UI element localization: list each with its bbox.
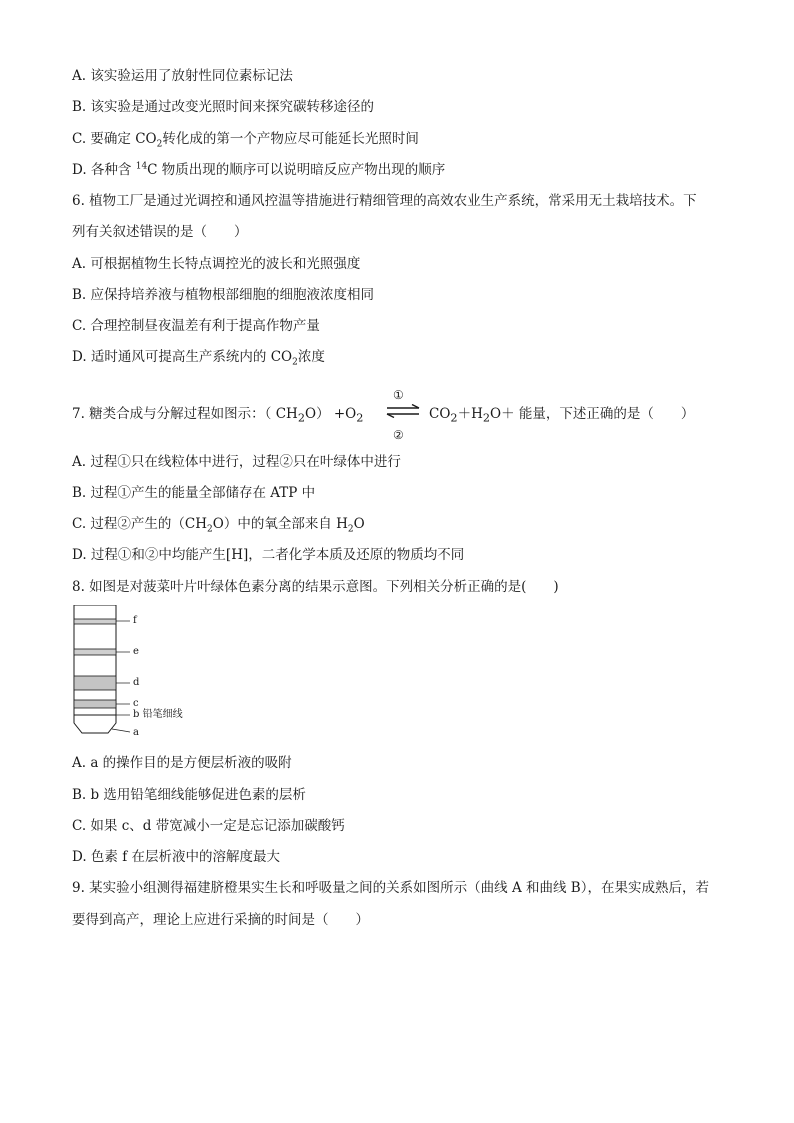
band-f: [74, 619, 116, 624]
label-c: c: [133, 698, 139, 709]
q7-arrow-label-1: ①: [393, 388, 404, 402]
q7-stem: 7. 糖类合成与分解过程如图示：（ $CH_2O) +O_2$: [72, 406, 364, 425]
q8-option-b: B. b 选用铅笔细线能够促进色素的层析: [72, 787, 306, 803]
q8-stem: 8. 如图是对菠菜叶片叶绿体色素分离的结果示意图。下列相关分析正确的是( ): [72, 579, 559, 595]
chromatography-strip-figure: [72, 605, 202, 740]
q5-option-b: B. 该实验是通过改变光照时间来探究碳转移途径的: [72, 99, 375, 115]
q7-option-d: D. 过程①和②中均能产生[H]，二者化学本质及还原的物质均不同: [72, 547, 465, 563]
q8-option-a: A. a 的操作目的是方便层析液的吸附: [72, 755, 292, 771]
label-e: e: [133, 646, 139, 657]
q8-option-d: D. 色素 f 在层析液中的溶解度最大: [72, 849, 281, 865]
label-b: b 铅笔细线: [133, 709, 183, 720]
q5-option-c: C. 要确定 $CO_2$转化成的第一个产物应尽可能延长光照时间: [72, 131, 419, 150]
q6-stem-line2: 列有关叙述错误的是（ ）: [72, 224, 248, 240]
q7-option-c: C. 过程②产生的$(CH_2O)$中的氧全部来自 $H_2O$: [72, 516, 365, 535]
q9-stem-line1: 9. 某实验小组测得福建脐橙果实生长和呼吸量之间的关系如图所示（曲线 A 和曲线 B），在果实成熟后，若: [72, 880, 709, 896]
q8-option-c: C. 如果 c、d 带宽减小一定是忘记添加碳酸钙: [72, 818, 345, 834]
q7-option-a: A. 过程①只在线粒体中进行，过程②只在叶绿体中进行: [72, 454, 401, 470]
q7-arrow-label-2: ②: [393, 428, 404, 442]
q5-option-d: D. 各种含 $^{14}$C 物质出现的顺序可以说明暗反应产物出现的顺序: [72, 161, 446, 178]
label-f: f: [133, 615, 137, 626]
band-d: [74, 676, 116, 690]
q7-stem-products: $CO_2+H_2O+$ 能量，下述正确的是（ ）: [429, 406, 695, 425]
q6-option-d: D. 适时通风可提高生产系统内的 $CO_2$浓度: [72, 349, 325, 368]
q6-option-b: B. 应保持培养液与植物根部细胞的细胞液浓度相同: [72, 287, 375, 303]
band-e: [74, 649, 116, 655]
q9-stem-line2: 要得到高产，理论上应进行采摘的时间是（ ）: [72, 912, 369, 928]
band-c: [74, 700, 116, 708]
label-a: a: [133, 727, 139, 738]
reversible-arrow-icon: [385, 404, 421, 418]
q6-option-c: C. 合理控制昼夜温差有利于提高作物产量: [72, 318, 320, 334]
q7-option-b: B. 过程①产生的能量全部储存在 ATP 中: [72, 485, 316, 501]
label-d: d: [133, 677, 140, 688]
q6-option-a: A. 可根据植物生长特点调控光的波长和光照强度: [72, 256, 361, 272]
q6-stem-line1: 6. 植物工厂是通过光调控和通风控温等措施进行精细管理的高效农业生产系统，常采用无土栽培技术。下: [72, 193, 697, 209]
q5-option-a: A. 该实验运用了放射性同位素标记法: [72, 68, 293, 84]
